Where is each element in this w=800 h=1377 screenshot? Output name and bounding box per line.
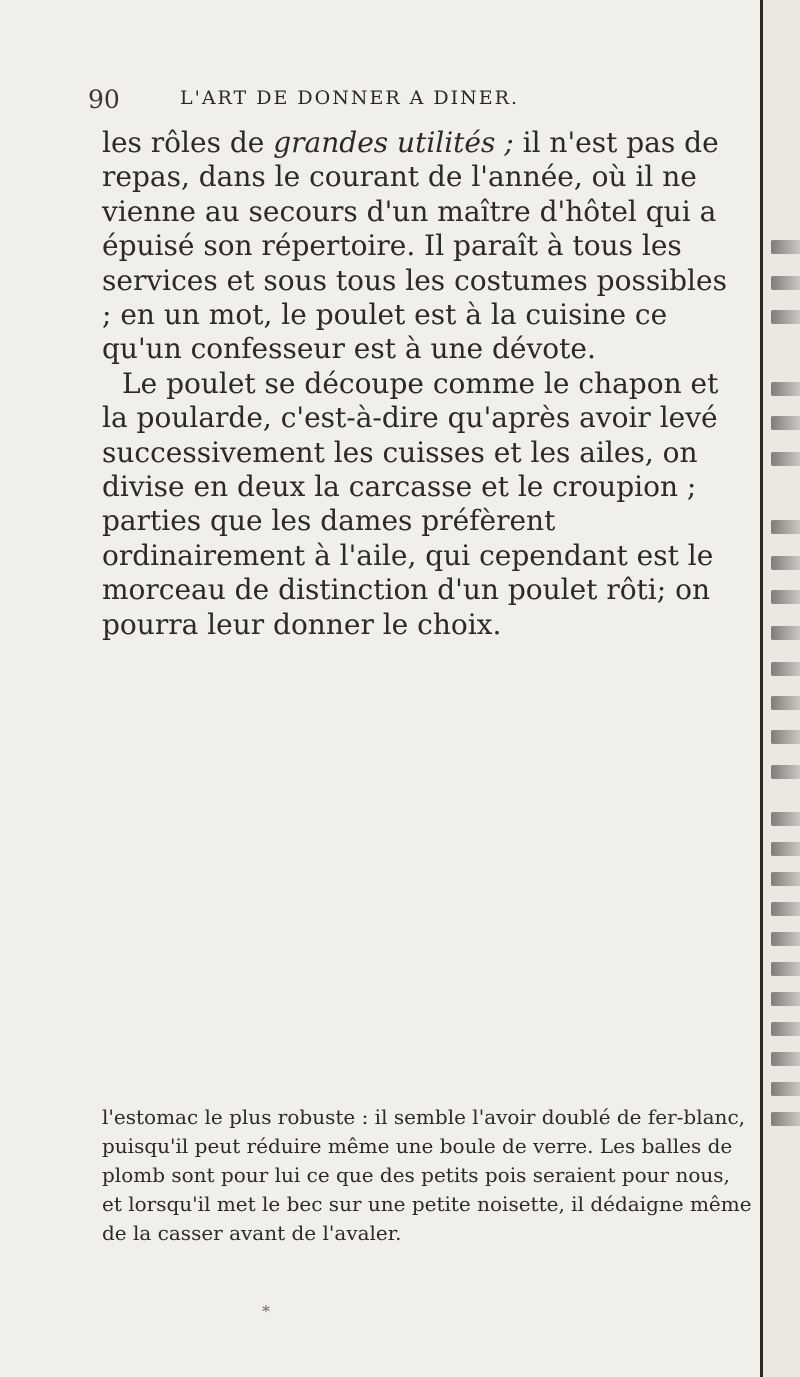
bleed-text-fragment [771, 902, 800, 916]
footnote [102, 1103, 752, 1248]
paragraph-2: Le poulet se découpe comme le chapon et la poularde, c'est-à-dire qu'après avoir levé successivement les cuisses et les ailes, on divise en deux la carcasse et le croupion ; parties que les dames préfèrent ordinairement à l'aile, qui cependant est le morceau de distinction d'un poulet rôti; on pourra leur donner le choix. [102, 366, 719, 641]
bleed-text-fragment [771, 662, 800, 676]
bleed-text-fragment [771, 626, 800, 640]
ornament-mark: * [262, 1302, 270, 1321]
footnote-text: l'estomac le plus robuste : il semble l'avoir doublé de fer-blanc, puisqu'il peut réduire même une boule de verre. Les balles de plomb sont pour lui ce que des petits pois seraient pour nous, et lorsqu'il met le bec sur une petite noisette, il dédaigne même de la casser avant de l'avaler. [102, 1105, 752, 1245]
bleed-text-fragment [771, 932, 800, 946]
bleed-text-fragment [771, 556, 800, 570]
bleed-text-fragment [771, 520, 800, 534]
bleed-text-fragment [771, 1112, 800, 1126]
bleed-text-fragment [771, 812, 800, 826]
bleed-text-fragment [771, 1082, 800, 1096]
main-text [102, 126, 742, 642]
bleed-text-fragment [771, 962, 800, 976]
bleed-text-fragment [771, 872, 800, 886]
page-number: 90 [88, 85, 120, 114]
bleed-text-fragment [771, 416, 800, 430]
bleed-text-fragment [771, 696, 800, 710]
bleed-text-fragment [771, 992, 800, 1006]
bleed-text-fragment [771, 1052, 800, 1066]
adjacent-page-edge [760, 0, 800, 1377]
bleed-text-fragment [771, 765, 800, 779]
paragraph-1-text-b: il n'est pas de repas, dans le courant de l'année, où il ne vienne au secours d'un maître d'hôtel qui a épuisé son répertoire. Il paraît à tous les services et sous tous les costumes possibles ; en un mot, le poulet est à la cuisine ce qu'un confesseur est à une dévote. [102, 126, 727, 366]
paragraph-1-emphasis: grandes utilités ; [273, 126, 514, 159]
bleed-text-fragment [771, 1022, 800, 1036]
paragraph-1-text-a: les rôles de [102, 126, 274, 159]
bleed-text-fragment [771, 382, 800, 396]
bleed-text-fragment [771, 240, 800, 254]
bleed-text-fragment [771, 310, 800, 324]
bleed-text-fragment [771, 842, 800, 856]
bleed-text-fragment [771, 590, 800, 604]
bleed-text-fragment [771, 276, 800, 290]
bleed-text-fragment [771, 452, 800, 466]
running-title: L'ART DE DONNER A DINER. [180, 87, 520, 109]
bleed-text-fragment [771, 730, 800, 744]
paragraph-continued [102, 126, 742, 367]
